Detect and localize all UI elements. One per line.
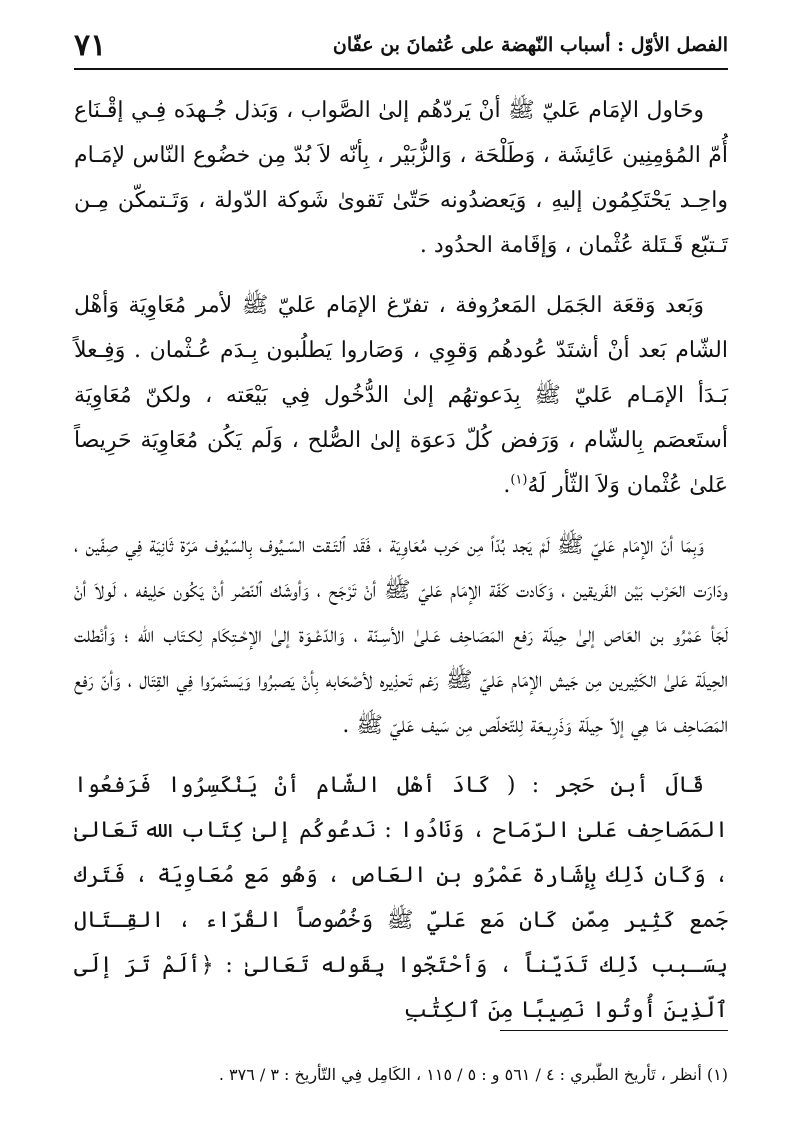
footnote-divider <box>500 1030 728 1031</box>
paragraph-4: قَالَ أبن حَجر : ( كَادَ أهْل الشّام أنْ يَنْكَسِرُوا فَرَفعُوا المَصَاحِف عَلىٰ الرّمَاح ، وَنَادُوا : نَدعُوكُم إلىٰ كِتَاب الله تَعَالىٰ ، وَكَان ذَلِك بِإشَارة عَمْرُو بن العَاص ، وَهُو مَع مُعَاوِيَة ، فَتَرك جَمع كَثِير مِمّن كَان مَع عَليّ ﷺ وَخُصُوصاً القُرّاء ، القِـتَال بِسَـبب ذَلِك تَدَيّناً ، وَأحْتَجّوا بِقَوله تَعَالىٰ : ﴿ألَمْ تَرَ إلَى ٱلّذِينَ أُوتُوا نَصِيبًا مِنَ ٱلكِتَٰبِ <box>74 773 728 1023</box>
page-number: ٧١ <box>74 28 107 63</box>
paragraph-2 <box>74 283 728 508</box>
paragraph-3: وَبِمَا أنّ الإمَام عَليّ ﷺ لَمْ يَجد بُدّاً مِن حَرب مُعَاوِيَة ، فَقَد ٱلتَـقت السّـيُوف بِالسّيُوف مَرّة ثَانِيَة فِي صِفّين ، ودَارَت الحَرْب بَيْن الفَريقين ، وَكَادت كَفّة الإمَام عَليّ ﷺ أنْ تَرْجَح ، وَأوشَك ٱلنّصْر أنْ يَكُون حَلِيفه ، لَولاَ أنْ لَجَأ عَمْرُو بن العَاص إلىٰ حِيلَة رَفع المَصَاحِف عَـلىٰ الأسِـنّة ، وَالدّعْـوَة إلىٰ الإحْـتِكَام لِكـتَاب الله ؛ وَأنْطلت الحِيلَة عَلىٰ الكَثِيرين مِن جَيش الإمَام عَليّ ﷺ رَغم تَحذِيره لأصْحَابه بِأنْ يَصبرُوا وَيَستَمرّوا فِي القِتَال ، وَأنّ رَفع المَصَاحِف مَا هِي إلاّ حِيلَة وَذَرِيـعَة لِلتّخلّص مِن سَيف عَليّ ﷺ . <box>74 533 729 738</box>
footnote-1: (١) أنظر ، تَأريخ الطّبري : ٤ / ٥٦١ و : ٥ / ١١٥ ، الكَامِل فِي التّأريخ : ٣ / ٣٧٦ . <box>218 1065 728 1084</box>
running-title: الفصل الأوّل : أسباب النّهضة على عُثمانَ بن عفّان <box>332 34 728 56</box>
header-divider <box>74 68 728 70</box>
main-text <box>74 88 728 1048</box>
footnote-reference-1: (١) <box>510 472 528 488</box>
page-header <box>74 30 728 70</box>
paragraph-2-end: . <box>503 473 511 498</box>
paragraph-1: وحَاول الإمَام عَليّ ﷺ أنْ يَردّهُم إلىٰ الصَّواب ، وَبَذل جُـهدَه فِـي إقْـنَاع أُمّ المُؤمِنِين عَائِشَة ، وَطَلْحَة ، وَالزُّبَيْر ، بِأنّه لاَ بُدّ مِن خضُوع النّاس لإمَـام واحِـد يَحْتَكِمُون إليهِ ، وَيَعضدُونه حَتّىٰ تَقوىٰ شَوكة الدّولة ، وَتَـتمكّن مِـن تَـتبّع قَـتَلة عُثْمان ، وَإقَامة الحدُود . <box>74 98 728 258</box>
paragraph-2-text: وَبَعد وَقعَة الجَمَل المَعرُوفة ، تفرّغ الإمَام عَليّ ﷺ لأمر مُعَاوِيَة وَأهْل الشّام بَعد أنْ أشتَدّ عُودهُم وَقوِي ، وَصَاروا يَطلُبون بِـدَم عُـثْمان . وَفِـعلاً بَـدَأ الإمَـام عَليّ ﷺ بِدَعوتهُم إلىٰ الدُّخُول فِي بَيْعَته ، ولكنّ مُعَاوِيَة أستَعصَم بِالشّام ، وَرَفض كُلّ دَعوَة إلىٰ الصُّلح ، وَلَم يَكُن مُعَاوِيَة حَرِيصاً عَلىٰ عُثْمان وَلاَ الثّأر لَهُ <box>74 293 728 498</box>
